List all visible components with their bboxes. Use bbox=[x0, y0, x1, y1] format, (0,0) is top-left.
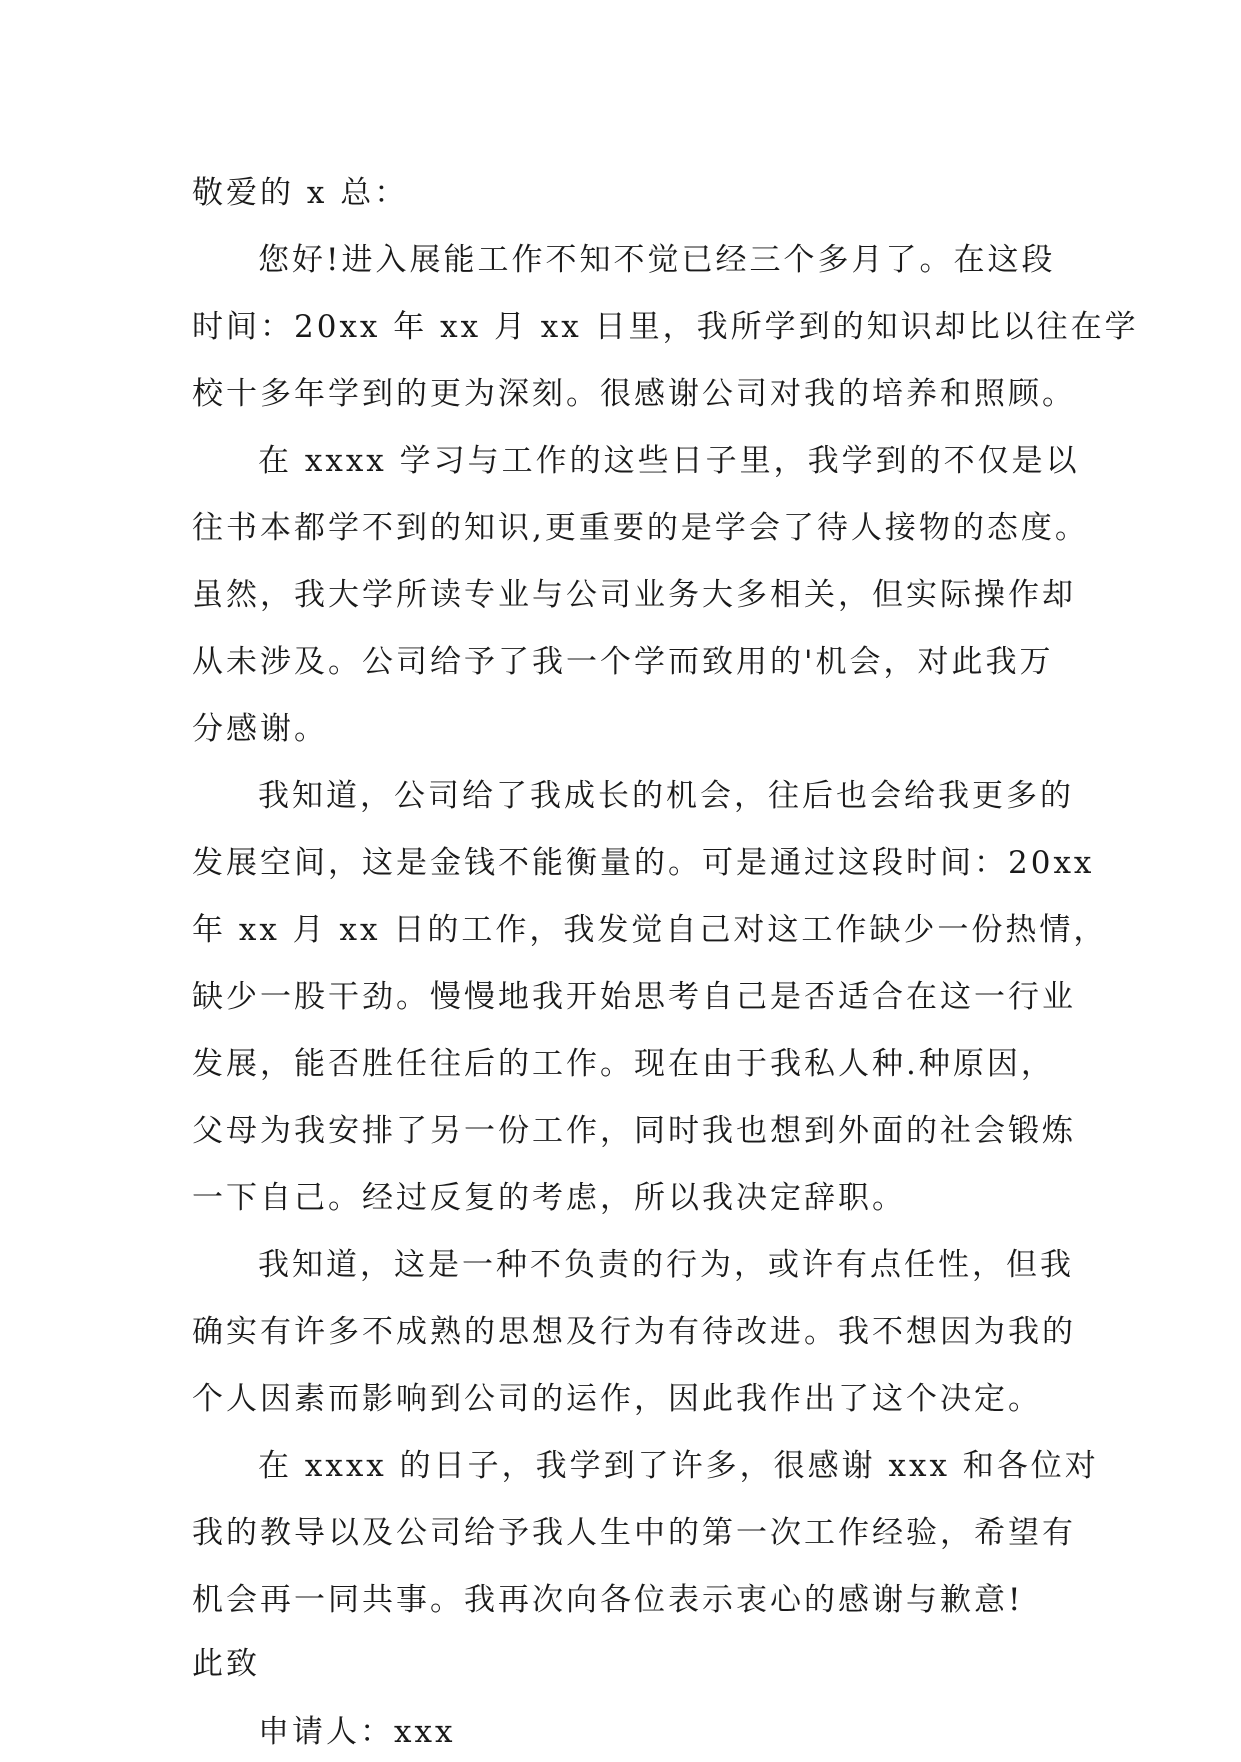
paragraph-line: 发展空间，这是金钱不能衡量的。可是通过这段时间：20xx bbox=[192, 845, 1095, 881]
paragraph-line: 在 xxxx 学习与工作的这些日子里，我学到的不仅是以 bbox=[258, 443, 1080, 479]
closing: 此致 bbox=[192, 1646, 260, 1682]
paragraph-line: 一下自己。经过反复的考虑，所以我决定辞职。 bbox=[192, 1180, 906, 1216]
paragraph-3 bbox=[192, 763, 1108, 1232]
resignation-letter bbox=[192, 160, 1139, 1762]
paragraph-line: 机会再一同共事。我再次向各位表示衷心的感谢与歉意! bbox=[192, 1582, 1024, 1618]
paragraph-line: 从未涉及。公司给予了我一个学而致用的'机会，对此我万 bbox=[192, 644, 1054, 680]
paragraph-line: 缺少一股干劲。慢慢地我开始思考自己是否适合在这一行业 bbox=[192, 979, 1076, 1015]
paragraph-4 bbox=[192, 1232, 1076, 1433]
paragraph-line: 虽然，我大学所读专业与公司业务大多相关，但实际操作却 bbox=[192, 577, 1076, 613]
paragraph-line: 年 xx 月 xx 日的工作，我发觉自己对这工作缺少一份热情， bbox=[192, 912, 1108, 948]
paragraph-line: 校十多年学到的更为深刻。很感谢公司对我的培养和照顾。 bbox=[192, 376, 1076, 412]
paragraph-2 bbox=[192, 428, 1089, 763]
paragraph-line: 在 xxxx 的日子，我学到了许多，很感谢 xxx 和各位对 bbox=[258, 1448, 1099, 1484]
paragraph-line: 我知道，公司给了我成长的机会，往后也会给我更多的 bbox=[258, 778, 1074, 814]
paragraph-line: 我的教导以及公司给予我人生中的第一次工作经验，希望有 bbox=[192, 1515, 1076, 1551]
paragraph-line: 父母为我安排了另一份工作，同时我也想到外面的社会锻炼 bbox=[192, 1113, 1076, 1149]
paragraph-1 bbox=[192, 227, 1139, 428]
paragraph-line: 发展，能否胜任往后的工作。现在由于我私人种.种原因， bbox=[192, 1046, 1055, 1082]
salutation: 敬爱的 x 总： bbox=[192, 175, 409, 211]
paragraph-line: 我知道，这是一种不负责的行为，或许有点任性，但我 bbox=[258, 1247, 1074, 1283]
paragraph-line: 时间：20xx 年 xx 月 xx 日里，我所学到的知识却比以往在学 bbox=[192, 309, 1139, 345]
paragraph-line: 确实有许多不成熟的思想及行为有待改进。我不想因为我的 bbox=[192, 1314, 1076, 1350]
paragraph-line: 往书本都学不到的知识,更重要的是学会了待人接物的态度。 bbox=[192, 510, 1089, 546]
signature: 申请人：xxx bbox=[258, 1714, 456, 1750]
paragraph-5 bbox=[192, 1433, 1099, 1634]
paragraph-line: 您好!进入展能工作不知不觉已经三个多月了。在这段 bbox=[258, 242, 1056, 278]
paragraph-line: 个人因素而影响到公司的运作，因此我作出了这个决定。 bbox=[192, 1381, 1042, 1417]
paragraph-line: 分感谢。 bbox=[192, 711, 328, 747]
